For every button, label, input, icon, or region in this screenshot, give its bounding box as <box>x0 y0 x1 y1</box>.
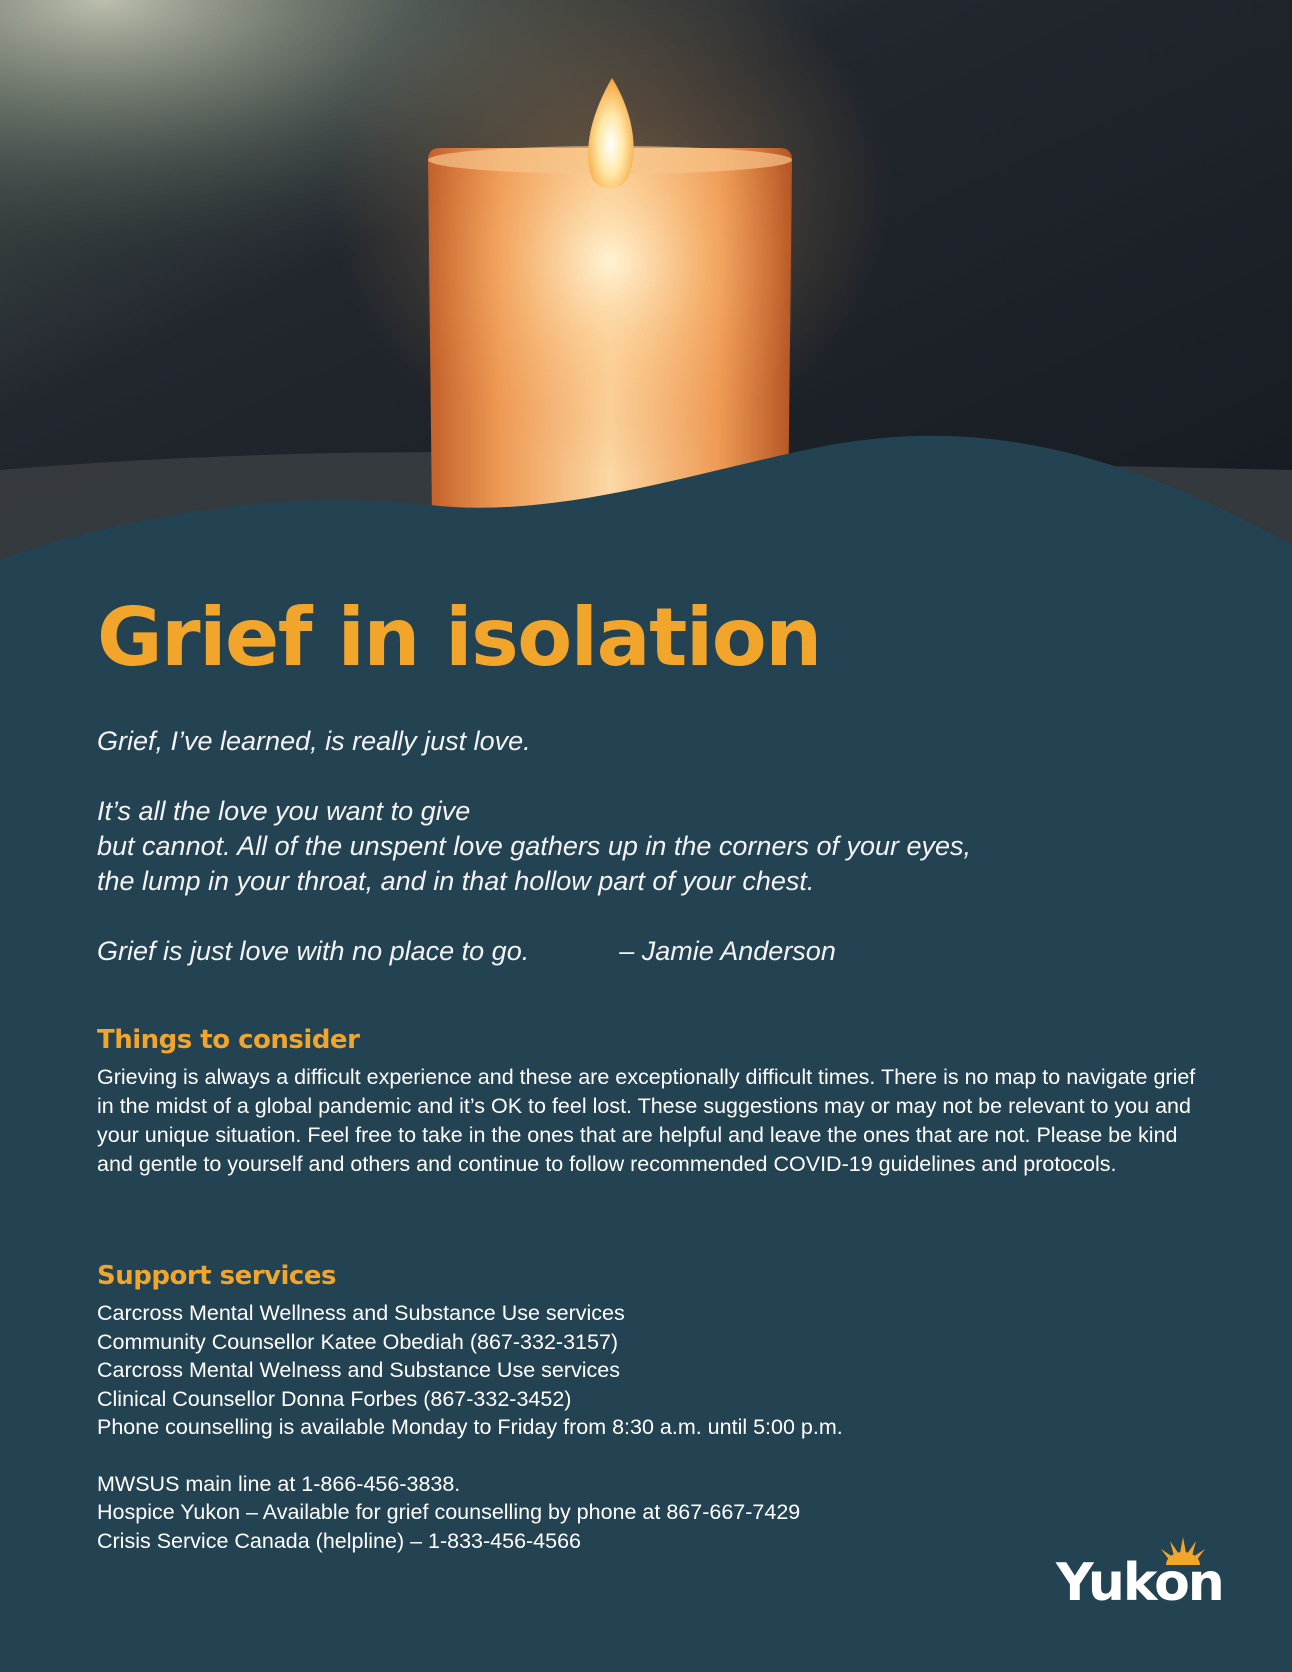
section-body: Grieving is always a difficult experience and these are exceptionally difficult times. There is no map to navigate grief in the midst of a global pandemic and it’s OK to feel lost. These suggestions may or may not be relevant to you and your unique situation. Feel free to take in the ones that are helpful and leave the ones that are not. Please be kind and gentle to yourself and others and continue to follow recommended COVID-19 guidelines and protocols. <box>97 1065 1196 1176</box>
quote-line: Grief, I’ve learned, is really just love. <box>97 726 531 756</box>
support-line: Carcross Mental Wellness and Substance Use services <box>97 1301 625 1325</box>
quote-line: It’s all the love you want to give <box>97 796 471 826</box>
support-line: Community Counsellor Katee Obediah (867-332-3157) <box>97 1329 619 1354</box>
support-list <box>97 1299 1207 1555</box>
candle-photo <box>0 0 1292 600</box>
content <box>97 590 1207 1555</box>
quote-line: the lump in your throat, and in that hollow part of your chest. <box>97 866 815 896</box>
support-line: Clinical Counsellor Donna Forbes (867-332-3452) <box>97 1386 572 1411</box>
page-title: Grief in isolation <box>97 591 821 684</box>
things-to-consider-section <box>97 1023 1207 1179</box>
support-services-section <box>97 1259 1207 1555</box>
support-line: MWSUS main line at 1-866-456-3838. <box>97 1471 461 1496</box>
section-heading: Things to consider <box>97 1025 360 1055</box>
quote-line-last <box>97 934 1207 969</box>
quote-author: – Jamie Anderson <box>619 936 836 966</box>
section-heading: Support services <box>97 1261 336 1291</box>
support-line: Crisis Service Canada (helpline) – 1-833-456-4566 <box>97 1528 582 1553</box>
quote-text: Grief is just love with no place to go. <box>97 936 530 966</box>
support-line: Phone counselling is available Monday to Friday from 8:30 a.m. until 5:00 p.m. <box>97 1415 843 1439</box>
yukon-logo <box>1056 1535 1236 1615</box>
support-line: Carcross Mental Welness and Substance Use services <box>97 1358 620 1382</box>
support-line: Hospice Yukon – Available for grief counselling by phone at 867-667-7429 <box>97 1500 801 1524</box>
quote <box>97 724 1207 969</box>
quote-line: but cannot. All of the unspent love gathers up in the corners of your eyes, <box>97 831 972 861</box>
logo-text: Yukon <box>1056 1553 1223 1613</box>
